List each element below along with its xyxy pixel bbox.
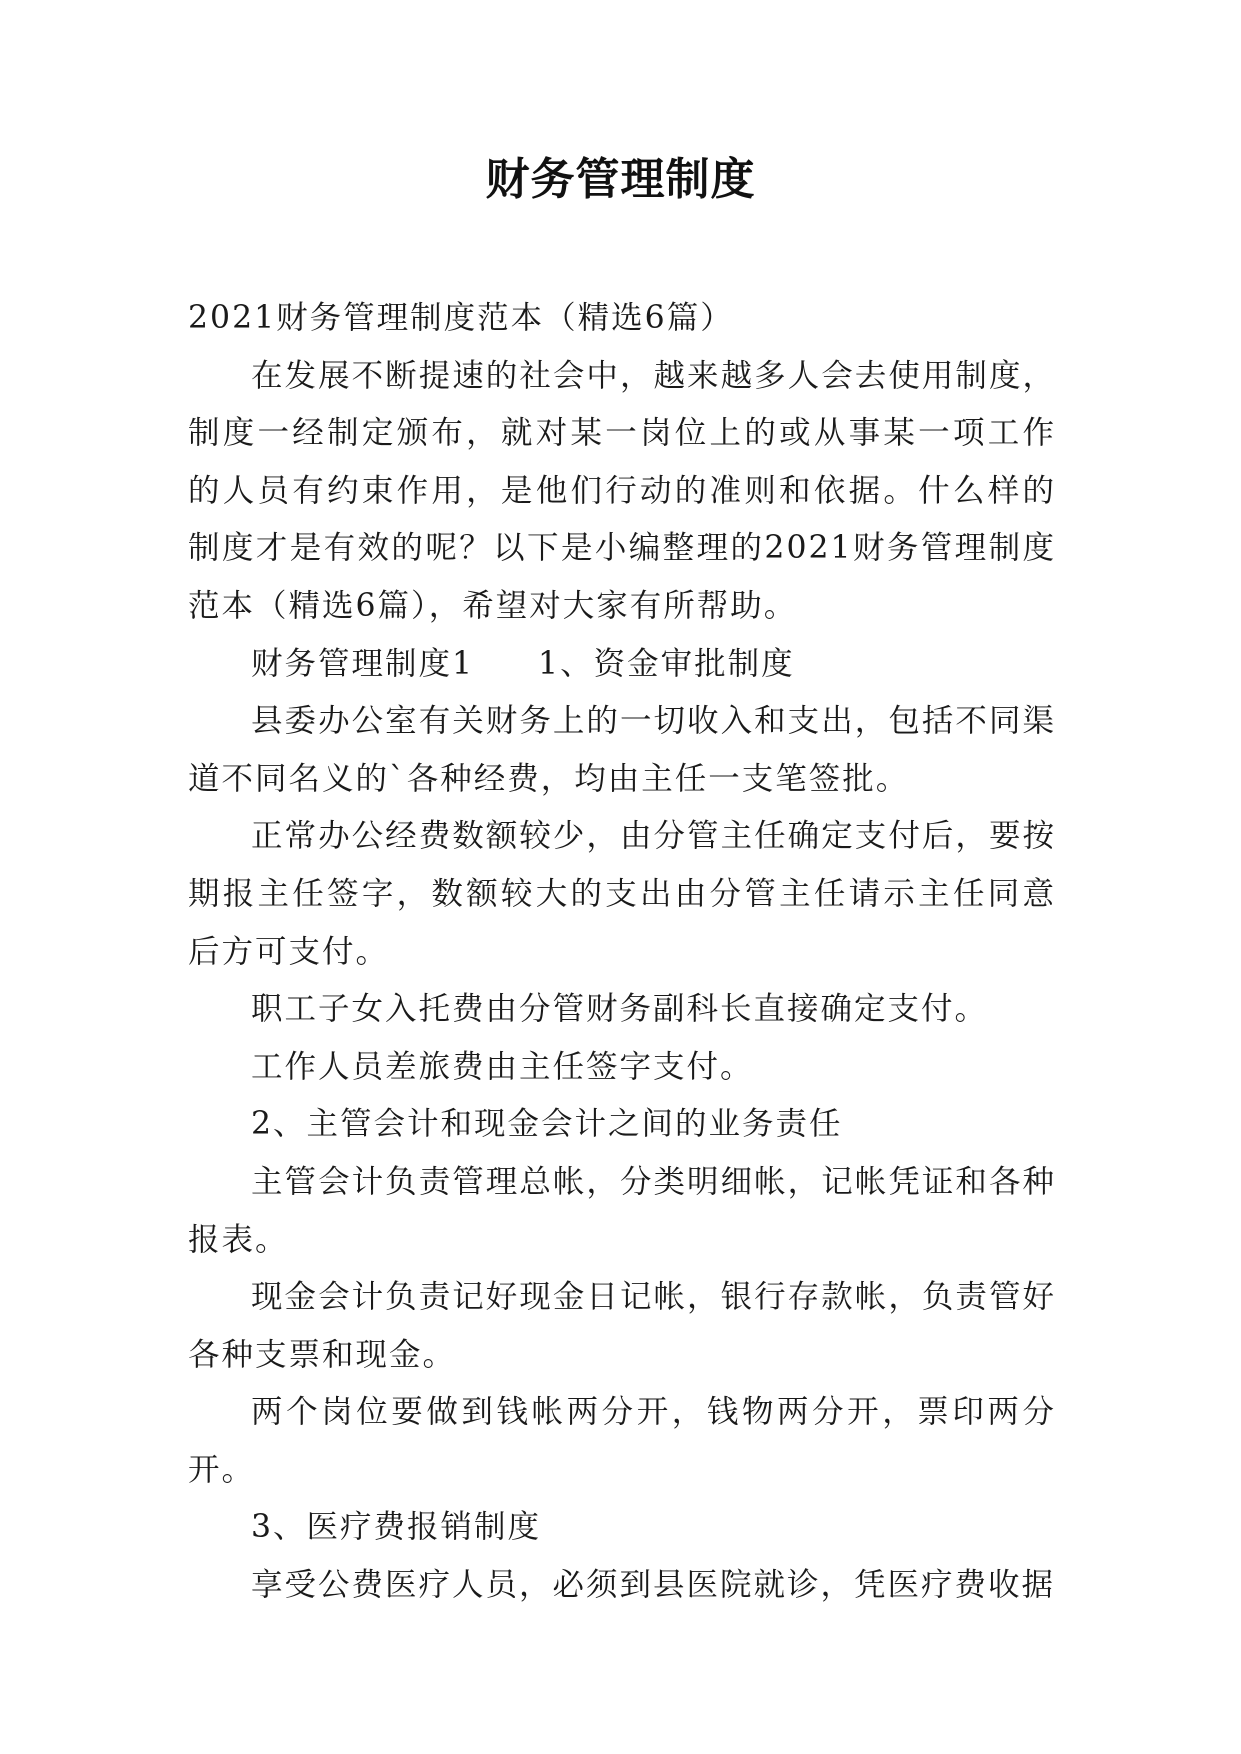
section-label: 财务管理制度1 bbox=[251, 645, 475, 682]
paragraph-2: 正常办公经费数额较少，由分管主任确定支付后，要按期报主任签字，数额较大的支出由分管主任请示主任同意后方可支付。 bbox=[188, 818, 1056, 970]
section-heading-1: 1、资金审批制度 bbox=[538, 645, 795, 682]
paragraph-1: 县委办公室有关财务上的一切收入和支出，包括不同渠道不同名义的`各种经费，均由主任一支笔签批。 bbox=[188, 703, 1056, 797]
section-heading-3: 3、医疗费报销制度 bbox=[251, 1509, 542, 1546]
intro-paragraph: 在发展不断提速的社会中，越来越多人会去使用制度，制度一经制定颁布，就对某一岗位上的或从事某一项工作的人员有约束作用，是他们行动的准则和依据。什么样的制度才是有效的呢？以下是小编整理的2021财务管理制度范本（精选6篇），希望对大家有所帮助。 bbox=[188, 357, 1056, 624]
section-heading-line bbox=[188, 636, 1056, 694]
paragraph-6: 现金会计负责记好现金日记帐，银行存款帐，负责管好各种支票和现金。 bbox=[188, 1279, 1056, 1373]
paragraph-8: 享受公费医疗人员，必须到县医院就诊，凭医疗费收据 bbox=[251, 1567, 1056, 1604]
paragraph-7: 两个岗位要做到钱帐两分开，钱物两分开，票印两分开。 bbox=[188, 1394, 1056, 1488]
document-title: 财务管理制度 bbox=[485, 154, 756, 205]
paragraph-3: 职工子女入托费由分管财务副科长直接确定支付。 bbox=[251, 991, 989, 1028]
paragraph-5: 主管会计负责管理总帐，分类明细帐，记帐凭证和各种报表。 bbox=[188, 1163, 1056, 1258]
section-heading-2: 2、主管会计和现金会计之间的业务责任 bbox=[251, 1106, 843, 1143]
paragraph-4: 工作人员差旅费由主任签字支付。 bbox=[251, 1048, 754, 1085]
document-subtitle: 2021财务管理制度范本（精选6篇） bbox=[188, 300, 734, 336]
document-body bbox=[188, 290, 1056, 1615]
